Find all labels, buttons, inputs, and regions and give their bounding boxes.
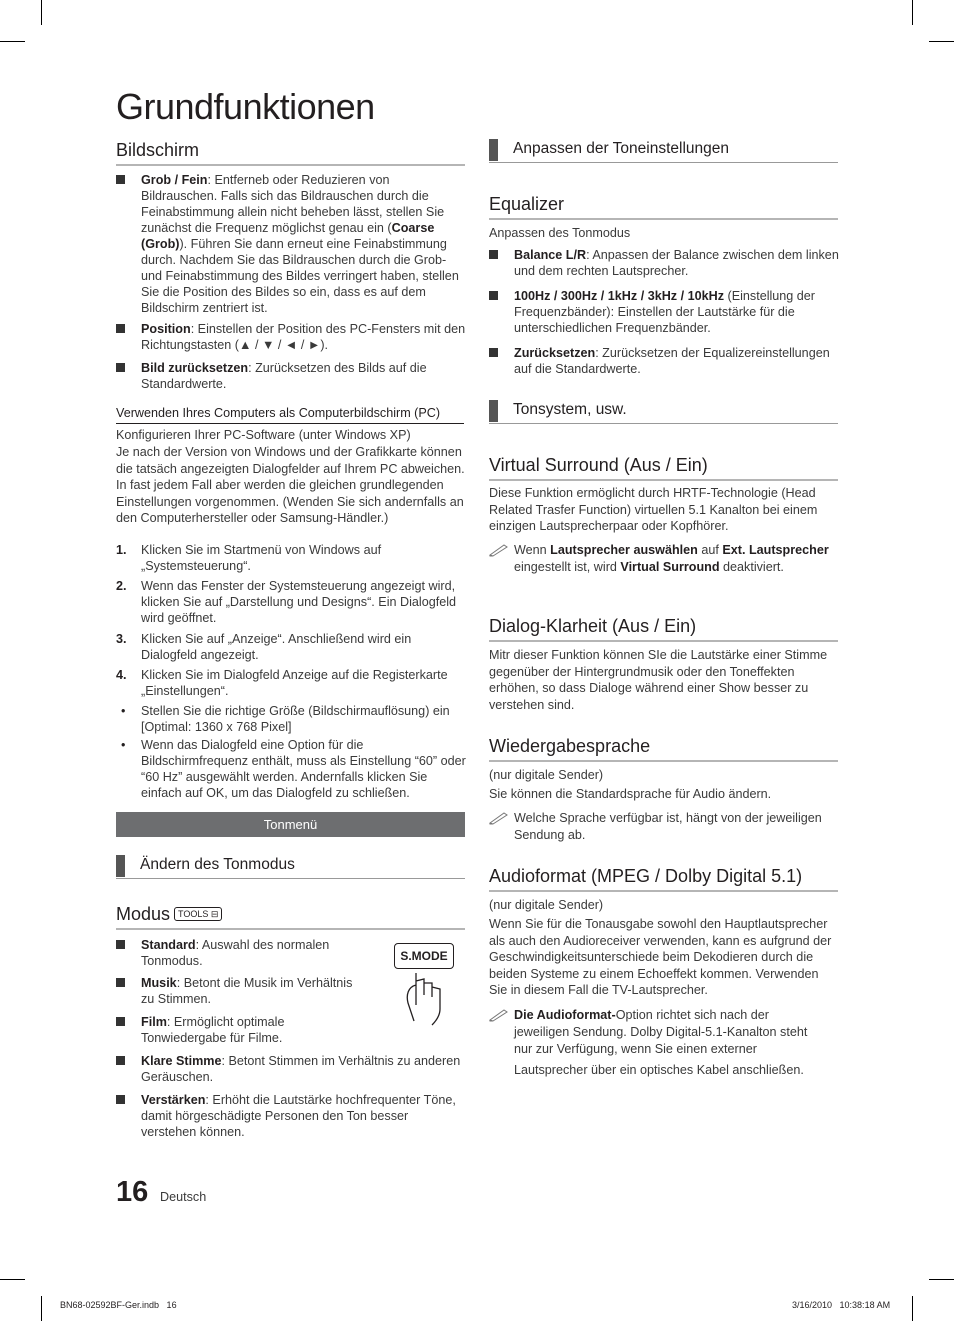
bullet-square-icon <box>489 348 498 357</box>
smode-button: S.MODE <box>394 943 454 969</box>
bullet-square-icon <box>489 250 498 259</box>
heading-bar-icon <box>489 139 498 161</box>
list-item: Klare Stimme: Betont Stimmen im Verhältnis zu anderen Geräuschen. <box>116 1053 466 1085</box>
list-item: 100Hz / 300Hz / 1kHz / 3kHz / 10kHz (Einstellung der Frequenzbänder): Einstellen der Lautstärke für die unterschiedlichen Frequenzbänder. <box>489 288 839 336</box>
heading-bar-icon <box>489 400 498 422</box>
audioformat-text: Wenn Sie für die Tonausgabe sowohl den Hauptlautsprecher als auch den Audioreceiver verwenden, kann es aufgrund der Geschwindigkeitsunterschiede beim Dekodieren durch die beiden Systeme zu einem Echoeffekt kommen. Verwenden Sie in diesem Fall die TV-Lautsprecher. <box>489 917 832 997</box>
list-item: Verstärken: Erhöht die Lautstärke hochfrequenter Töne, damit hörgeschädigte Personen den Ton besser verstehen können. <box>116 1092 466 1140</box>
list-item: Film: Ermöglicht optimale Tonwiedergabe für Filme. <box>116 1014 366 1046</box>
list-item: Bild zurücksetzen: Zurücksetzen des Bilds auf die Standardwerte. <box>116 360 466 392</box>
bullet-square-icon <box>116 363 125 372</box>
list-item: 2. Wenn das Fenster der Systemsteuerung angezeigt wird, klicken Sie auf „Darstellung und Designs“. Ein Dialogfeld wird geöffnet. <box>116 579 457 625</box>
bullet-square-icon <box>116 324 125 333</box>
list-item: 4. Klicken Sie im Dialogfeld Anzeige auf die Registerkarte „Einstellungen“. <box>116 668 448 698</box>
virtual-surround-heading: Virtual Surround (Aus / Ein) <box>489 455 838 481</box>
list-item: Grob / Fein: Entferneb oder Reduzieren von Bildrauschen. Falls sich das Bildrauschen durch die Feinabstimmung allein nicht beheben lässt, stellen Sie zunächst die Frequenz möglichst genau ein (Coarse (Grob)). Führen Sie dann erneut eine Feinabstimmung durch. Nachdem Sie das Bildrauschen durch die Grob- und Feinabstimmung des Bildes verringert haben, stellen Sie die Position des Bildes so ein, dass es auf dem Bildschirm zentriert ist. <box>116 172 466 316</box>
crop-mark <box>912 1296 913 1321</box>
pc-heading: Verwenden Ihres Computers als Computerbildschirm (PC) <box>116 406 464 424</box>
footer-date: 3/16/2010 10:38:18 AM <box>792 1300 891 1310</box>
list-item: 3. Klicken Sie auf „Anzeige“. Anschließend wird ein Dialogfeld angezeigt. <box>116 632 412 662</box>
bullet-square-icon <box>116 1095 125 1104</box>
crop-mark <box>929 1279 954 1280</box>
list-item: 1. Klicken Sie im Startmenü von Windows auf „Systemsteuerung“. <box>116 543 382 573</box>
audioformat-heading: Audioformat (MPEG / Dolby Digital 5.1) <box>489 866 838 892</box>
list-item: Standard: Auswahl des normalen Tonmodus. <box>116 937 366 969</box>
bullet-square-icon <box>489 291 498 300</box>
crop-mark <box>912 0 913 25</box>
page-title: Grundfunktionen <box>116 86 375 127</box>
list-item: Position: Einstellen der Position des PC-Fensters mit den Richtungstasten (▲ / ▼ / ◄ / ►). <box>116 321 466 353</box>
dialog-klarheit-text: Mitr dieser Funktion können SIe die Lautstärke einer Stimme gegenüber der Hintergrundmusik oder den Toneffekten erhöhen, so dass Dialoge während einer Show besser zu verstehen sind. <box>489 648 828 712</box>
tools-badge: TOOLS ⊟ <box>174 907 222 921</box>
note: Welche Sprache verfügbar ist, hängt von der jeweiligen Sendung ab. <box>489 810 838 844</box>
list-item: • Wenn das Dialogfeld eine Option für die Bildschirmfrequenz enthält, muss als Einstellung “60” oder “60 Hz” ausgewählt werden. Andernfalls klicken Sie einfach auf OK, um das Dialogfeld zu schließen. <box>121 738 466 800</box>
bullet-square-icon <box>116 978 125 987</box>
audioformat-sub: (nur digitale Sender) <box>489 898 604 912</box>
bullet-square-icon <box>116 1056 125 1065</box>
section-band: Tonmenü <box>116 812 465 837</box>
bullet-square-icon <box>116 940 125 949</box>
smode-remote-illustration <box>394 943 456 1027</box>
tonsystem-heading: Tonsystem, usw. <box>489 401 838 424</box>
note: Wenn Lautsprecher auswählen auf Ext. Lautsprecher eingestellt ist, wird Virtual Surround deaktiviert. <box>489 542 829 576</box>
bullet-square-icon <box>116 175 125 184</box>
note: Die Audioformat-Option richtet sich nach der jeweiligen Sendung. Dolby Digital-5.1-Kanalton steht nur zur Verfügung, wenn Sie einen externer <box>489 1007 809 1058</box>
bullet-square-icon <box>116 1017 125 1026</box>
equalizer-heading: Equalizer <box>489 194 838 220</box>
crop-mark <box>0 41 25 42</box>
note-pencil-icon <box>489 1008 509 1022</box>
pc-paragraph: Je nach der Version von Windows und der Grafikkarte können die tatsäch angezeigten Dialogfelder auf Ihrem PC abweichen. In fast jedem Fall aber werden die gleichen grundlegenden Einstellungen vorgenommen. (Wenden Sie sich andernfalls an den Computerhersteller oder Samsung-Händler.) <box>116 445 465 525</box>
list-item: Zurücksetzen: Zurücksetzen der Equalizereinstellungen auf die Standardwerte. <box>489 345 839 377</box>
footer-file: BN68-02592BF-Ger.indb 16 <box>60 1300 177 1310</box>
anpassen-heading: Anpassen der Toneinstellungen <box>489 140 838 163</box>
list-item: Musik: Betont die Musik im Verhältnis zu Stimmen. <box>116 975 366 1007</box>
page-number: 16 <box>116 1176 149 1208</box>
audioformat-note-cont: Lautsprecher über ein optisches Kabel anschließen. <box>514 1063 804 1077</box>
crop-mark <box>41 1296 42 1321</box>
note-pencil-icon <box>489 543 509 557</box>
dialog-klarheit-heading: Dialog-Klarheit (Aus / Ein) <box>489 616 838 642</box>
note-pencil-icon <box>489 811 509 825</box>
language-label: Deutsch <box>160 1190 207 1204</box>
list-item: Balance L/R: Anpassen der Balance zwischen dem linken und dem rechten Lautsprecher. <box>489 247 839 279</box>
wiedergabesprache-heading: Wiedergabesprache <box>489 736 838 762</box>
wiedergabesprache-text: Sie können die Standardsprache für Audio ändern. <box>489 787 772 801</box>
equalizer-intro: Anpassen des Tonmodus <box>489 226 631 240</box>
virtual-surround-text: Diese Funktion ermöglicht durch HRTF-Technologie (Head Related Trasfer Function) virtuellen 5.1 Kanalton bei einem einzigen Lautsprecherpaar oder Kopfhörer. <box>489 486 818 533</box>
wiedergabesprache-sub: (nur digitale Sender) <box>489 768 604 782</box>
list-item: • Stellen Sie die richtige Größe (Bildschirmauflösung) ein [Optimal: 1360 x 768 Pixel] <box>121 704 450 734</box>
heading-bar-icon <box>116 855 125 877</box>
modus-heading: Modus TOOLS ⊟ <box>116 904 465 930</box>
pc-intro: Konfigurieren Ihrer PC-Software (unter Windows XP) <box>116 428 411 442</box>
crop-mark <box>0 1279 25 1280</box>
crop-mark <box>41 0 42 25</box>
crop-mark <box>929 41 954 42</box>
bildschirm-heading: Bildschirm <box>116 140 465 166</box>
hand-pointer-icon <box>394 943 456 1027</box>
tonmodus-heading: Ändern des Tonmodus <box>116 856 465 879</box>
